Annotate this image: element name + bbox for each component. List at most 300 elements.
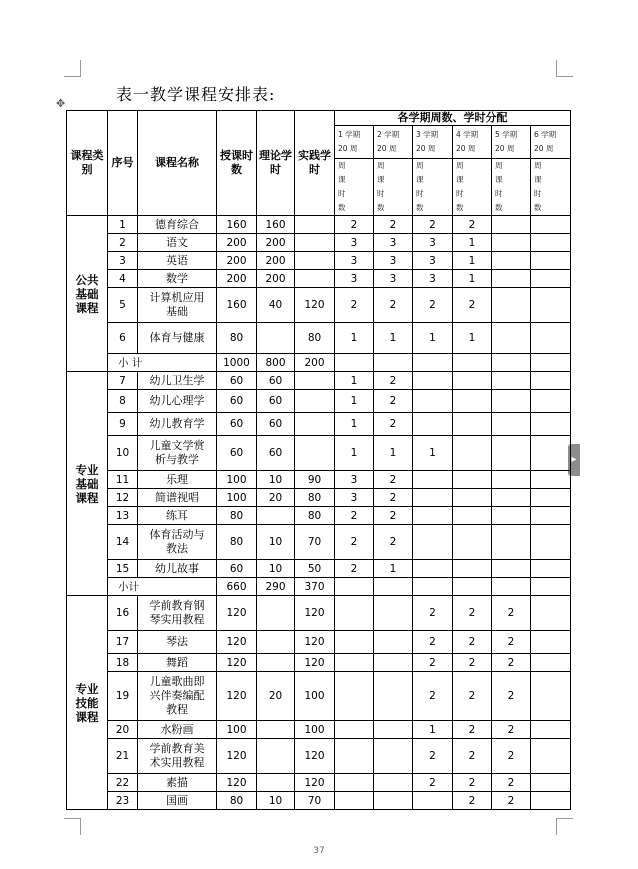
course-theory-hours xyxy=(257,774,295,792)
course-practice-hours: 70 xyxy=(295,525,335,560)
semester-1-weekly-hours xyxy=(335,596,374,631)
subtotal-semester-5 xyxy=(492,354,531,372)
semester-2-weekly-hours: 2 xyxy=(374,413,413,436)
subtotal-semester-4 xyxy=(453,578,492,596)
semester-6-weekly-hours xyxy=(531,372,571,390)
semester-6-weekly-hours xyxy=(531,631,571,654)
course-category xyxy=(67,216,108,372)
table-row xyxy=(67,631,571,654)
header-weekly-hours-3 xyxy=(413,159,453,216)
semester-5-weekly-hours xyxy=(492,489,531,507)
table-row xyxy=(67,288,571,323)
semester-4-weekly-hours: 2 xyxy=(453,672,492,721)
semester-5-weekly-hours: 2 xyxy=(492,631,531,654)
semester-term-label: 1 学期 xyxy=(338,130,361,139)
course-name-text: 幼儿心理学 xyxy=(149,394,205,407)
course-name xyxy=(138,596,217,631)
semester-3-weekly-hours xyxy=(413,372,453,390)
course-theory-hours: 10 xyxy=(257,560,295,578)
semester-2-weekly-hours: 1 xyxy=(374,436,413,471)
course-category xyxy=(67,596,108,810)
crop-mark-top-left xyxy=(64,60,81,77)
course-practice-hours xyxy=(295,270,335,288)
course-name xyxy=(138,721,217,739)
semester-6-weekly-hours xyxy=(531,234,571,252)
semester-1-weekly-hours: 1 xyxy=(335,323,374,354)
semester-6-weekly-hours xyxy=(531,489,571,507)
semester-4-weekly-hours: 1 xyxy=(453,270,492,288)
course-total-hours: 100 xyxy=(217,489,257,507)
header-category: 课程类别 xyxy=(67,111,108,216)
table-row xyxy=(67,489,571,507)
semester-5-weekly-hours xyxy=(492,525,531,560)
semester-1-weekly-hours: 3 xyxy=(335,252,374,270)
course-name xyxy=(138,288,217,323)
course-theory-hours xyxy=(257,507,295,525)
course-seq: 9 xyxy=(108,413,138,436)
header-seq: 序号 xyxy=(108,111,138,216)
course-theory-hours xyxy=(257,596,295,631)
header-semester-4 xyxy=(453,126,492,159)
semester-1-weekly-hours: 2 xyxy=(335,525,374,560)
semester-4-weekly-hours xyxy=(453,525,492,560)
semester-3-weekly-hours xyxy=(413,560,453,578)
weekly-hours-label: 周课时数 xyxy=(495,161,509,212)
course-name xyxy=(138,507,217,525)
semester-1-weekly-hours xyxy=(335,631,374,654)
table-row xyxy=(67,216,571,234)
course-theory-hours xyxy=(257,721,295,739)
course-name-text: 数学 xyxy=(166,271,188,285)
semester-2-weekly-hours: 2 xyxy=(374,288,413,323)
header-weekly-hours-5 xyxy=(492,159,531,216)
semester-6-weekly-hours xyxy=(531,216,571,234)
semester-2-weekly-hours xyxy=(374,721,413,739)
table-row xyxy=(67,560,571,578)
course-practice-hours xyxy=(295,216,335,234)
semester-3-weekly-hours: 1 xyxy=(413,323,453,354)
course-name-text: 幼儿卫生学 xyxy=(149,373,205,387)
course-seq: 23 xyxy=(108,792,138,810)
course-name xyxy=(138,390,217,413)
semester-1-weekly-hours: 3 xyxy=(335,489,374,507)
course-theory-hours: 200 xyxy=(257,270,295,288)
semester-2-weekly-hours: 2 xyxy=(374,525,413,560)
course-name-text: 国画 xyxy=(166,793,188,807)
semester-2-weekly-hours: 2 xyxy=(374,216,413,234)
table-row xyxy=(67,774,571,792)
course-name-text: 幼儿教育学 xyxy=(149,417,205,430)
table-row xyxy=(67,721,571,739)
category-label: 专业技能课程 xyxy=(75,681,99,724)
category-label: 专业基础课程 xyxy=(75,462,99,505)
semester-5-weekly-hours: 2 xyxy=(492,774,531,792)
course-theory-hours xyxy=(257,739,295,774)
course-practice-hours: 90 xyxy=(295,471,335,489)
header-semester-6 xyxy=(531,126,571,159)
subtotal-label: 小 计 xyxy=(108,354,217,372)
course-name xyxy=(138,270,217,288)
course-seq: 14 xyxy=(108,525,138,560)
course-theory-hours: 200 xyxy=(257,252,295,270)
course-seq: 18 xyxy=(108,654,138,672)
semester-1-weekly-hours xyxy=(335,774,374,792)
semester-6-weekly-hours xyxy=(531,436,571,471)
course-name-text: 儿童文学赏析与教学 xyxy=(149,439,205,466)
semester-6-weekly-hours xyxy=(531,792,571,810)
course-practice-hours: 80 xyxy=(295,507,335,525)
semester-3-weekly-hours xyxy=(413,390,453,413)
crop-mark-bottom-right xyxy=(556,818,573,835)
semester-3-weekly-hours xyxy=(413,507,453,525)
semester-weeks-label: 20 周 xyxy=(338,144,358,153)
semester-3-weekly-hours: 2 xyxy=(413,631,453,654)
semester-2-weekly-hours: 1 xyxy=(374,560,413,578)
course-name-text: 体育活动与教法 xyxy=(149,528,205,555)
course-name-text: 儿童歌曲即兴伴奏编配教程 xyxy=(149,675,205,716)
semester-1-weekly-hours: 1 xyxy=(335,436,374,471)
semester-4-weekly-hours: 2 xyxy=(453,631,492,654)
course-seq: 12 xyxy=(108,489,138,507)
course-total-hours: 80 xyxy=(217,525,257,560)
subtotal-semester-6 xyxy=(531,354,571,372)
semester-4-weekly-hours: 1 xyxy=(453,234,492,252)
semester-1-weekly-hours: 3 xyxy=(335,270,374,288)
semester-3-weekly-hours: 2 xyxy=(413,288,453,323)
semester-2-weekly-hours xyxy=(374,792,413,810)
table-move-handle-icon[interactable]: ✥ xyxy=(56,97,66,110)
course-seq: 20 xyxy=(108,721,138,739)
course-schedule-table xyxy=(66,110,571,810)
table-row xyxy=(67,792,571,810)
course-name-text: 琴法 xyxy=(166,635,188,648)
table-row xyxy=(67,525,571,560)
semester-3-weekly-hours: 3 xyxy=(413,252,453,270)
course-name-text: 学前教育钢琴实用教程 xyxy=(149,599,205,626)
semester-6-weekly-hours xyxy=(531,507,571,525)
course-total-hours: 120 xyxy=(217,596,257,631)
semester-3-weekly-hours: 3 xyxy=(413,270,453,288)
semester-2-weekly-hours xyxy=(374,654,413,672)
course-total-hours: 100 xyxy=(217,721,257,739)
course-name xyxy=(138,560,217,578)
subtotal-practice-hours: 370 xyxy=(295,578,335,596)
course-seq: 1 xyxy=(108,216,138,234)
course-practice-hours: 120 xyxy=(295,739,335,774)
semester-6-weekly-hours xyxy=(531,672,571,721)
course-theory-hours: 10 xyxy=(257,792,295,810)
semester-1-weekly-hours: 3 xyxy=(335,471,374,489)
semester-4-weekly-hours: 2 xyxy=(453,654,492,672)
semester-term-label: 6 学期 xyxy=(534,130,557,139)
course-seq: 4 xyxy=(108,270,138,288)
semester-5-weekly-hours xyxy=(492,234,531,252)
header-weekly-hours-2 xyxy=(374,159,413,216)
course-seq: 8 xyxy=(108,390,138,413)
semester-4-weekly-hours: 2 xyxy=(453,596,492,631)
course-name-text: 乐理 xyxy=(166,472,188,486)
semester-5-weekly-hours xyxy=(492,372,531,390)
course-theory-hours: 60 xyxy=(257,436,295,471)
table-row xyxy=(67,372,571,390)
semester-5-weekly-hours xyxy=(492,323,531,354)
semester-5-weekly-hours: 2 xyxy=(492,792,531,810)
course-theory-hours: 20 xyxy=(257,489,295,507)
header-semester-3 xyxy=(413,126,453,159)
semester-5-weekly-hours: 2 xyxy=(492,721,531,739)
subtotal-practice-hours: 200 xyxy=(295,354,335,372)
course-name xyxy=(138,413,217,436)
header-semester-2 xyxy=(374,126,413,159)
course-name xyxy=(138,216,217,234)
semester-2-weekly-hours xyxy=(374,631,413,654)
course-name-text: 体育与健康 xyxy=(149,331,205,344)
course-theory-hours: 60 xyxy=(257,372,295,390)
crop-mark-top-right xyxy=(556,60,573,77)
course-name xyxy=(138,323,217,354)
subtotal-semester-2 xyxy=(374,354,413,372)
course-name xyxy=(138,672,217,721)
course-name xyxy=(138,792,217,810)
course-seq: 2 xyxy=(108,234,138,252)
semester-1-weekly-hours: 1 xyxy=(335,413,374,436)
course-practice-hours xyxy=(295,390,335,413)
semester-3-weekly-hours: 1 xyxy=(413,721,453,739)
subtotal-semester-6 xyxy=(531,578,571,596)
header-weekly-hours-1 xyxy=(335,159,374,216)
semester-6-weekly-hours xyxy=(531,525,571,560)
course-practice-hours: 50 xyxy=(295,560,335,578)
semester-5-weekly-hours xyxy=(492,471,531,489)
table-row xyxy=(67,413,571,436)
course-practice-hours xyxy=(295,372,335,390)
course-total-hours: 120 xyxy=(217,672,257,721)
course-seq: 13 xyxy=(108,507,138,525)
semester-6-weekly-hours xyxy=(531,471,571,489)
course-total-hours: 200 xyxy=(217,234,257,252)
semester-4-weekly-hours xyxy=(453,507,492,525)
course-name xyxy=(138,372,217,390)
semester-3-weekly-hours: 2 xyxy=(413,216,453,234)
semester-weeks-label: 20 周 xyxy=(456,144,476,153)
semester-term-label: 2 学期 xyxy=(377,130,400,139)
semester-4-weekly-hours: 1 xyxy=(453,252,492,270)
course-practice-hours: 120 xyxy=(295,631,335,654)
semester-2-weekly-hours: 3 xyxy=(374,270,413,288)
semester-2-weekly-hours: 2 xyxy=(374,471,413,489)
course-practice-hours: 120 xyxy=(295,596,335,631)
semester-5-weekly-hours xyxy=(492,270,531,288)
course-practice-hours: 80 xyxy=(295,489,335,507)
table-row xyxy=(67,471,571,489)
course-name xyxy=(138,631,217,654)
semester-3-weekly-hours xyxy=(413,471,453,489)
course-theory-hours: 60 xyxy=(257,390,295,413)
course-theory-hours: 20 xyxy=(257,672,295,721)
semester-1-weekly-hours: 2 xyxy=(335,507,374,525)
semester-6-weekly-hours xyxy=(531,288,571,323)
semester-1-weekly-hours: 2 xyxy=(335,560,374,578)
semester-4-weekly-hours: 1 xyxy=(453,323,492,354)
subtotal-row xyxy=(67,578,571,596)
semester-6-weekly-hours xyxy=(531,721,571,739)
course-name-text: 练耳 xyxy=(166,508,188,522)
course-category xyxy=(67,372,108,596)
course-practice-hours: 100 xyxy=(295,721,335,739)
course-total-hours: 200 xyxy=(217,270,257,288)
semester-term-label: 4 学期 xyxy=(456,130,479,139)
header-semester-1 xyxy=(335,126,374,159)
semester-6-weekly-hours xyxy=(531,739,571,774)
course-name xyxy=(138,774,217,792)
weekly-hours-label: 周课时数 xyxy=(534,161,548,212)
semester-3-weekly-hours xyxy=(413,792,453,810)
course-total-hours: 120 xyxy=(217,631,257,654)
semester-3-weekly-hours: 2 xyxy=(413,672,453,721)
semester-6-weekly-hours xyxy=(531,560,571,578)
semester-2-weekly-hours xyxy=(374,739,413,774)
weekly-hours-label: 周课时数 xyxy=(456,161,470,212)
course-name-text: 德育综合 xyxy=(155,217,199,231)
header-course-name: 课程名称 xyxy=(138,111,217,216)
semester-1-weekly-hours xyxy=(335,721,374,739)
semester-weeks-label: 20 周 xyxy=(377,144,397,153)
course-name-text: 简谱视唱 xyxy=(155,490,199,504)
course-total-hours: 60 xyxy=(217,413,257,436)
semester-6-weekly-hours xyxy=(531,413,571,436)
course-name-text: 水粉画 xyxy=(160,722,194,736)
course-seq: 11 xyxy=(108,471,138,489)
semester-4-weekly-hours: 2 xyxy=(453,774,492,792)
semester-3-weekly-hours: 3 xyxy=(413,234,453,252)
weekly-hours-label: 周课时数 xyxy=(377,161,391,212)
semester-3-weekly-hours xyxy=(413,413,453,436)
semester-3-weekly-hours: 2 xyxy=(413,654,453,672)
semester-6-weekly-hours xyxy=(531,654,571,672)
course-theory-hours xyxy=(257,323,295,354)
semester-3-weekly-hours xyxy=(413,489,453,507)
semester-6-weekly-hours xyxy=(531,270,571,288)
semester-5-weekly-hours xyxy=(492,216,531,234)
semester-3-weekly-hours: 2 xyxy=(413,739,453,774)
page-title: 表一教学课程安排表: xyxy=(116,85,276,104)
course-name xyxy=(138,739,217,774)
semester-weeks-label: 20 周 xyxy=(534,144,554,153)
semester-2-weekly-hours: 2 xyxy=(374,507,413,525)
semester-1-weekly-hours: 2 xyxy=(335,216,374,234)
semester-5-weekly-hours: 2 xyxy=(492,596,531,631)
header-theory-hours: 理论学时 xyxy=(257,111,295,216)
crop-mark-bottom-left xyxy=(64,818,81,835)
semester-2-weekly-hours: 2 xyxy=(374,390,413,413)
subtotal-semester-1 xyxy=(335,354,374,372)
semester-2-weekly-hours: 3 xyxy=(374,252,413,270)
weekly-hours-label: 周课时数 xyxy=(338,161,352,212)
semester-1-weekly-hours xyxy=(335,672,374,721)
course-total-hours: 120 xyxy=(217,654,257,672)
course-name-text: 素描 xyxy=(166,775,188,789)
semester-6-weekly-hours xyxy=(531,596,571,631)
course-practice-hours xyxy=(295,413,335,436)
course-name xyxy=(138,234,217,252)
semester-4-weekly-hours: 2 xyxy=(453,739,492,774)
course-theory-hours: 60 xyxy=(257,413,295,436)
table-row xyxy=(67,596,571,631)
semester-6-weekly-hours xyxy=(531,323,571,354)
semester-4-weekly-hours xyxy=(453,390,492,413)
course-name xyxy=(138,471,217,489)
semester-5-weekly-hours xyxy=(492,413,531,436)
semester-5-weekly-hours xyxy=(492,288,531,323)
course-seq: 7 xyxy=(108,372,138,390)
header-total-hours: 授课时数 xyxy=(217,111,257,216)
semester-4-weekly-hours xyxy=(453,560,492,578)
course-theory-hours xyxy=(257,654,295,672)
course-name-text: 英语 xyxy=(166,253,188,267)
subtotal-total-hours: 1000 xyxy=(217,354,257,372)
course-total-hours: 80 xyxy=(217,507,257,525)
course-practice-hours xyxy=(295,436,335,471)
semester-5-weekly-hours xyxy=(492,436,531,471)
subtotal-label: 小计 xyxy=(108,578,217,596)
semester-term-label: 5 学期 xyxy=(495,130,518,139)
course-name xyxy=(138,654,217,672)
course-name xyxy=(138,525,217,560)
course-seq: 6 xyxy=(108,323,138,354)
semester-4-weekly-hours: 2 xyxy=(453,288,492,323)
table-row xyxy=(67,507,571,525)
subtotal-theory-hours: 290 xyxy=(257,578,295,596)
subtotal-row xyxy=(67,354,571,372)
table-row xyxy=(67,739,571,774)
subtotal-semester-1 xyxy=(335,578,374,596)
subtotal-semester-2 xyxy=(374,578,413,596)
course-name-text: 学前教育美术实用教程 xyxy=(149,742,205,769)
header-weekly-hours-6 xyxy=(531,159,571,216)
course-practice-hours: 120 xyxy=(295,774,335,792)
course-practice-hours: 120 xyxy=(295,654,335,672)
semester-2-weekly-hours xyxy=(374,596,413,631)
semester-5-weekly-hours xyxy=(492,252,531,270)
course-seq: 22 xyxy=(108,774,138,792)
course-name xyxy=(138,252,217,270)
course-total-hours: 60 xyxy=(217,372,257,390)
course-total-hours: 100 xyxy=(217,471,257,489)
semester-4-weekly-hours xyxy=(453,489,492,507)
course-seq: 10 xyxy=(108,436,138,471)
semester-6-weekly-hours xyxy=(531,774,571,792)
semester-1-weekly-hours xyxy=(335,654,374,672)
semester-4-weekly-hours xyxy=(453,471,492,489)
course-practice-hours: 120 xyxy=(295,288,335,323)
course-practice-hours: 80 xyxy=(295,323,335,354)
course-name-text: 舞蹈 xyxy=(166,655,188,669)
semester-1-weekly-hours: 2 xyxy=(335,288,374,323)
course-seq: 16 xyxy=(108,596,138,631)
semester-term-label: 3 学期 xyxy=(416,130,439,139)
semester-5-weekly-hours xyxy=(492,507,531,525)
semester-1-weekly-hours: 3 xyxy=(335,234,374,252)
course-total-hours: 80 xyxy=(217,323,257,354)
course-total-hours: 60 xyxy=(217,436,257,471)
side-expand-tab-icon[interactable]: ▸ xyxy=(568,444,580,476)
table-row xyxy=(67,270,571,288)
subtotal-semester-3 xyxy=(413,354,453,372)
course-theory-hours: 200 xyxy=(257,234,295,252)
course-practice-hours xyxy=(295,234,335,252)
table-row xyxy=(67,672,571,721)
table-row xyxy=(67,252,571,270)
